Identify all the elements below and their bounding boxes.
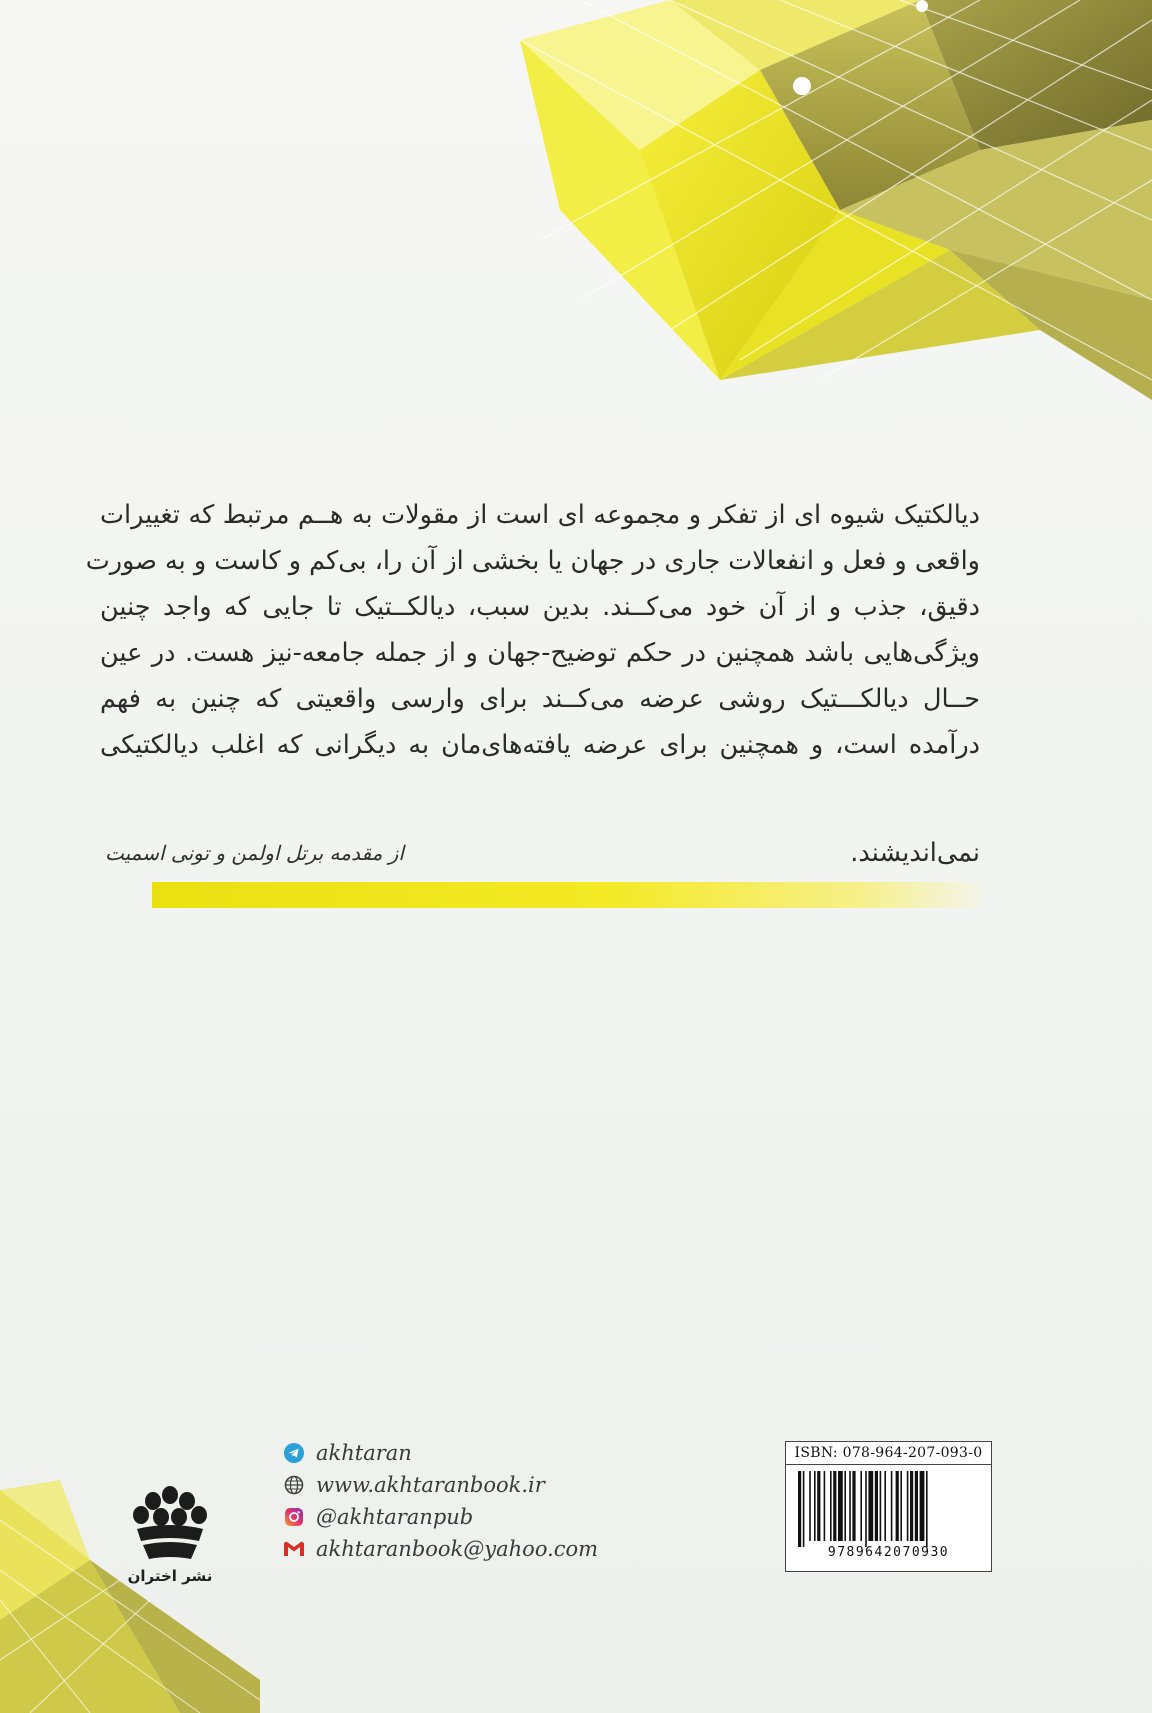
yellow-accent-bar: [152, 882, 984, 908]
blurb-last-line: نمی‌اندیشند.: [850, 838, 980, 868]
contact-instagram[interactable]: [282, 1501, 642, 1533]
blurb-last-row: [100, 830, 980, 876]
publisher-logo: [120, 1485, 220, 1595]
contact-text: @akhtaranpub: [316, 1505, 474, 1529]
blurb-line: دیالکتیک شیوه ای از تفکر و مجموعه ای است از مقولات به هــم مرتبط که تغییرات: [100, 500, 980, 530]
contact-text: akhtaran: [316, 1441, 412, 1465]
back-cover-blurb: [85, 492, 980, 768]
quote-attribution: از مقدمه برتل اولمن و تونی اسمیت: [105, 841, 404, 865]
gmail-icon: [282, 1537, 306, 1561]
telegram-icon: [282, 1441, 306, 1465]
contact-email[interactable]: [282, 1533, 642, 1565]
blurb-line: دقیق، جذب و از آن خود می‌کــند. بدین سبب، دیالکــتیک تا جایی که واجد چنین: [100, 592, 980, 622]
barcode-digits: 9789642070930: [827, 1545, 950, 1560]
publisher-name: نشر اختران: [127, 1567, 213, 1585]
blurb-line: حــال دیالکـــتیک روشی عرضه می‌کــند برای وارسی واقعیتی که چنین به فهم: [100, 684, 980, 714]
isbn-number: ISBN: 078-964-207-093-0: [786, 1442, 991, 1465]
instagram-icon: [282, 1505, 306, 1529]
contact-list: [282, 1437, 642, 1565]
globe-icon: [282, 1473, 306, 1497]
blurb-line: واقعی و فعل و انفعالات جاری در جهان یا بخشی از آن را، بی‌کم و کاست و به صورت: [85, 546, 980, 576]
contact-telegram[interactable]: [282, 1437, 642, 1469]
contact-text: www.akhtaranbook.ir: [316, 1473, 545, 1497]
isbn-barcode: [785, 1441, 992, 1572]
publisher-emblem-icon: [131, 1485, 209, 1561]
contact-text: akhtaranbook@yahoo.com: [316, 1537, 599, 1561]
blurb-line: درآمده است، و همچنین برای عرضه یافته‌های‌مان به دیگرانی که اغلب دیالکتیکی: [100, 730, 980, 760]
blurb-line: ویژگی‌هایی باشد همچنین در حکم توضیح-جهان و از جمله جامعه-نیز هست. در عین: [100, 638, 980, 668]
contact-website[interactable]: [282, 1469, 642, 1501]
barcode-bars: [796, 1471, 981, 1547]
geometric-polygon-artwork: [520, 0, 1152, 400]
